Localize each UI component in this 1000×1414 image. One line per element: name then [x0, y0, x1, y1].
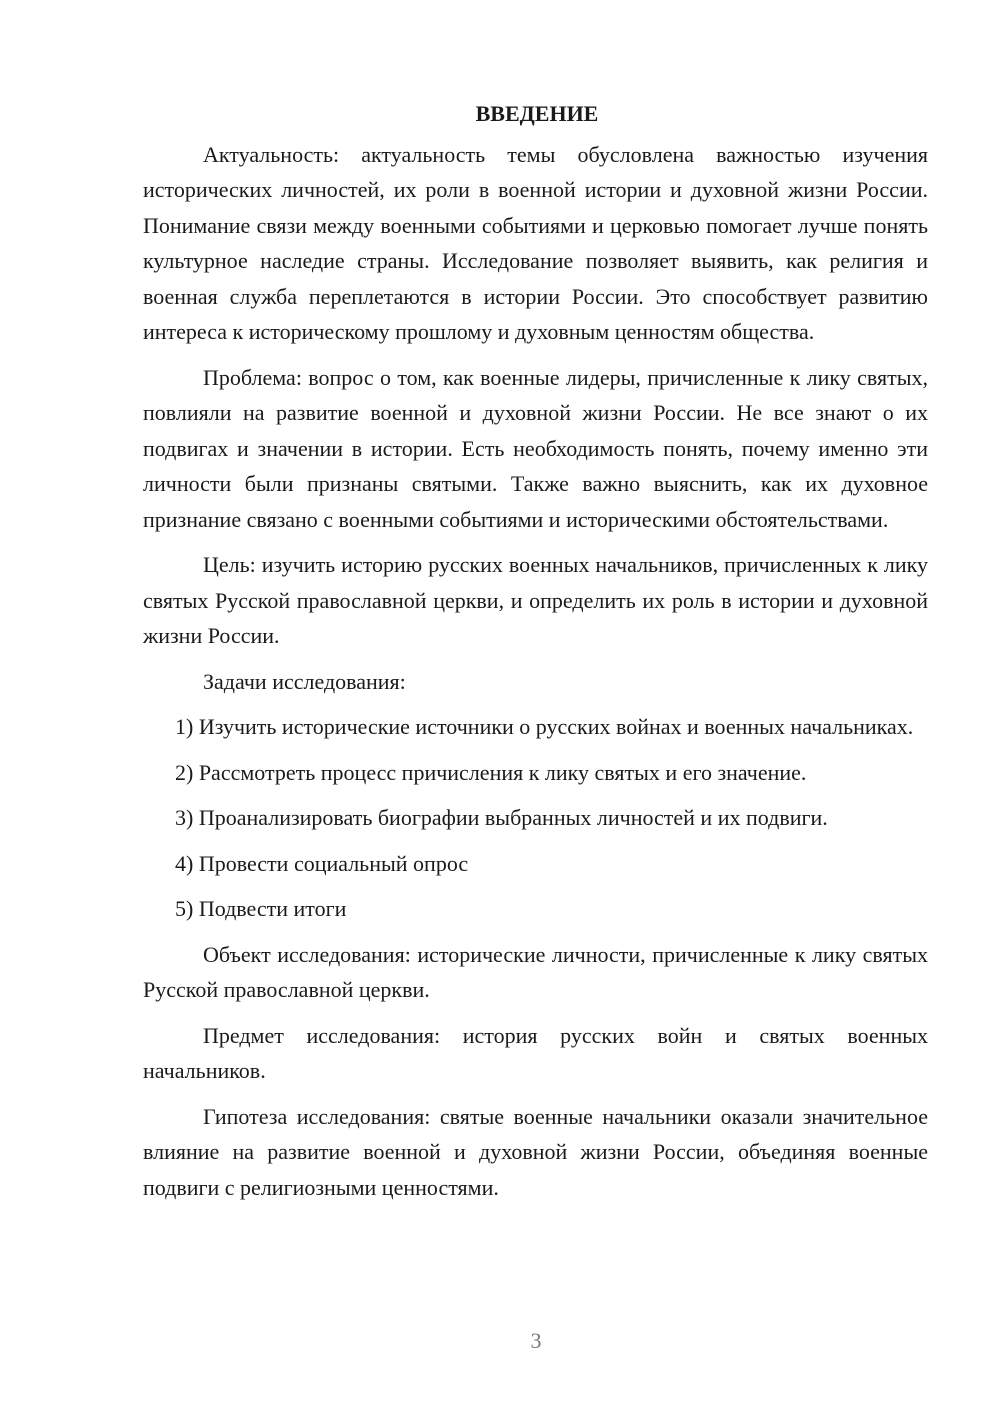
page-title: ВВЕДЕНИЕ [475, 101, 599, 126]
task-item: 2) Рассмотреть процесс причисления к лику святых и его значение. [175, 759, 807, 785]
relevance-paragraph: Актуальность: актуальность темы обусловлена важностью изучения исторических личностей, их роли в военной истории и духовной жизни России. Понимание связи между военными событиями и церковью помогает лучше понять культурное наследие страны. Исследование позволяет выявить, как религия и военная служба переплетаются в истории России. Это способствует развитию интереса к историческому прошлому и духовным ценностям общества. [143, 141, 928, 344]
tasks-heading: Задачи исследования: [203, 668, 406, 694]
problem-paragraph: Проблема: вопрос о том, как военные лидеры, причисленные к лику святых, повлияли на развитие военной и духовной жизни России. Не все знают о их подвигах и значении в истории. Есть необходимость понять, почему именно эти личности были признаны святыми. Также важно выяснить, как их духовное признание связано с военными событиями и историческими обстоятельствами. [143, 364, 928, 532]
subject-paragraph: Предмет исследования: история русских войн и святых военных начальников. [143, 1022, 928, 1083]
page-number: 3 [530, 1328, 542, 1353]
task-item: 4) Провести социальный опрос [175, 850, 469, 876]
goal-paragraph: Цель: изучить историю русских военных начальников, причисленных к лику святых Русской православной церкви, и определить их роль в истории и духовной жизни России. [143, 552, 928, 648]
task-item: 1) Изучить исторические источники о русских войнах и военных начальниках. [175, 714, 914, 739]
document-page [143, 96, 928, 1215]
task-item: 3) Проанализировать биографии выбранных личностей и их подвиги. [175, 805, 828, 830]
object-paragraph: Объект исследования: исторические личности, причисленные к лику святых Русской православной церкви. [143, 941, 928, 1002]
task-item: 5) Подвести итоги [175, 896, 347, 921]
hypothesis-paragraph: Гипотеза исследования: святые военные начальники оказали значительное влияние на развитие военной и духовной жизни России, объединяя военные подвиги с религиозными ценностями. [143, 1103, 928, 1200]
